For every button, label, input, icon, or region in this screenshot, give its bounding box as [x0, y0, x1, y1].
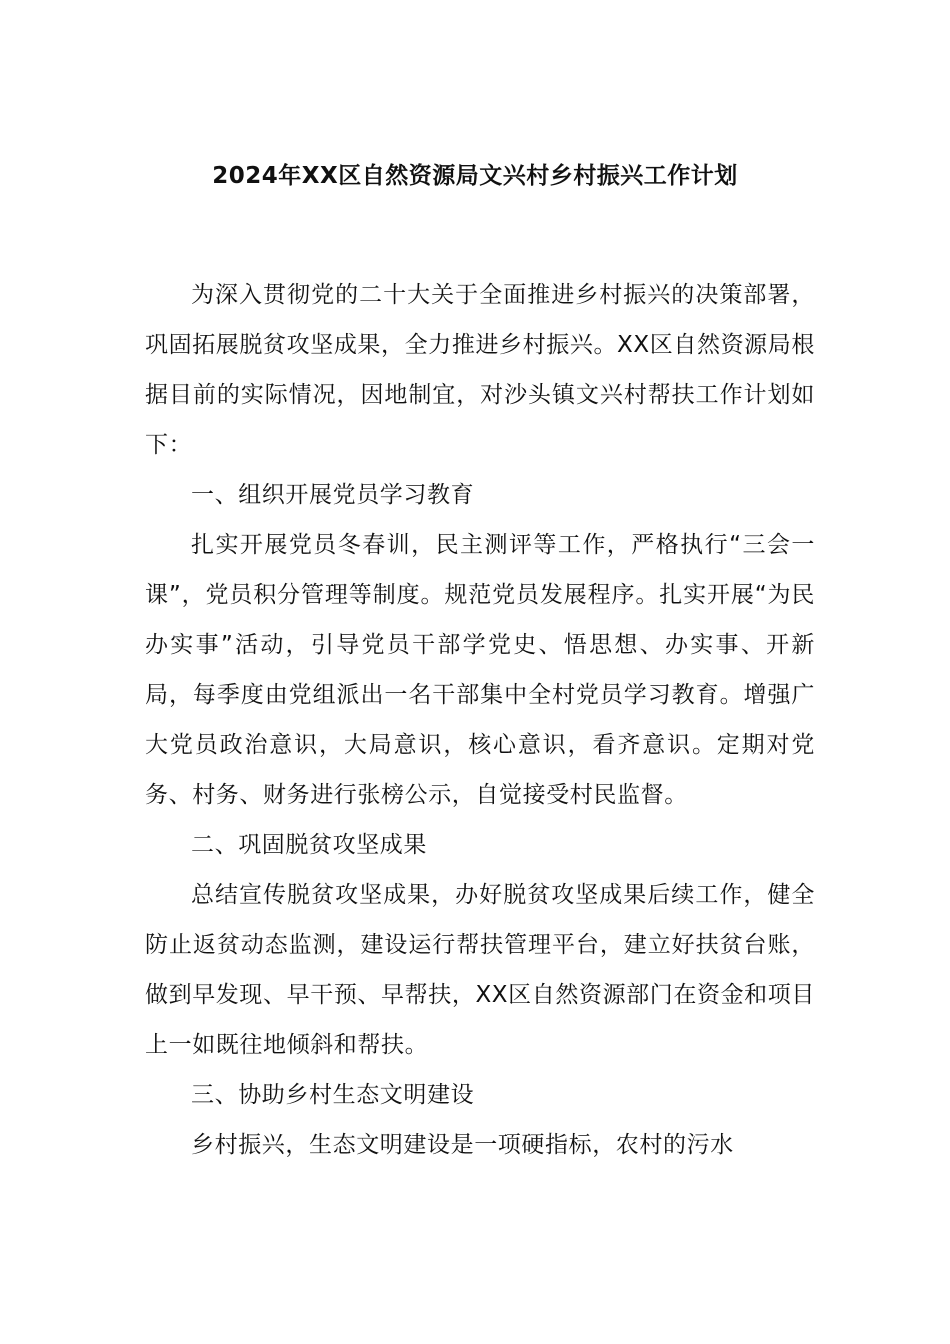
section-3-heading: 三、协助乡村生态文明建设 — [191, 1082, 475, 1108]
intro-paragraph: 为深入贯彻党的二十大关于全面推进乡村振兴的决策部署，巩固拓展脱贫攻坚成果，全力推进乡村振兴。XX区自然资源局根据目前的实际情况，因地制宜，对沙头镇文兴村帮扶工作计划如下： — [145, 282, 815, 458]
section-2-heading: 二、巩固脱贫攻坚成果 — [191, 832, 427, 858]
document-body — [145, 270, 815, 1170]
section-1-paragraph: 扎实开展党员冬春训，民主测评等工作，严格执行“三会一课”，党员积分管理等制度。规范党员发展程序。扎实开展“为民办实事”活动，引导党员干部学党史、悟思想、办实事、开新局，每季度由党组派出一名干部集中全村党员学习教育。增强广大党员政治意识，大局意识，核心意识，看齐意识。定期对党务、村务、财务进行张榜公示，自觉接受村民监督。 — [145, 532, 815, 808]
section-1-heading: 一、组织开展党员学习教育 — [191, 482, 475, 508]
document-title: 2024年XX区自然资源局文兴村乡村振兴工作计划 — [212, 163, 738, 189]
section-3-paragraph: 乡村振兴，生态文明建设是一项硬指标，农村的污水 — [191, 1132, 734, 1158]
section-2-paragraph: 总结宣传脱贫攻坚成果，办好脱贫攻坚成果后续工作，健全防止返贫动态监测，建设运行帮扶管理平台，建立好扶贫台账，做到早发现、早干预、早帮扶，XX区自然资源部门在资金和项目上一如既往地倾斜和帮扶。 — [145, 882, 815, 1058]
